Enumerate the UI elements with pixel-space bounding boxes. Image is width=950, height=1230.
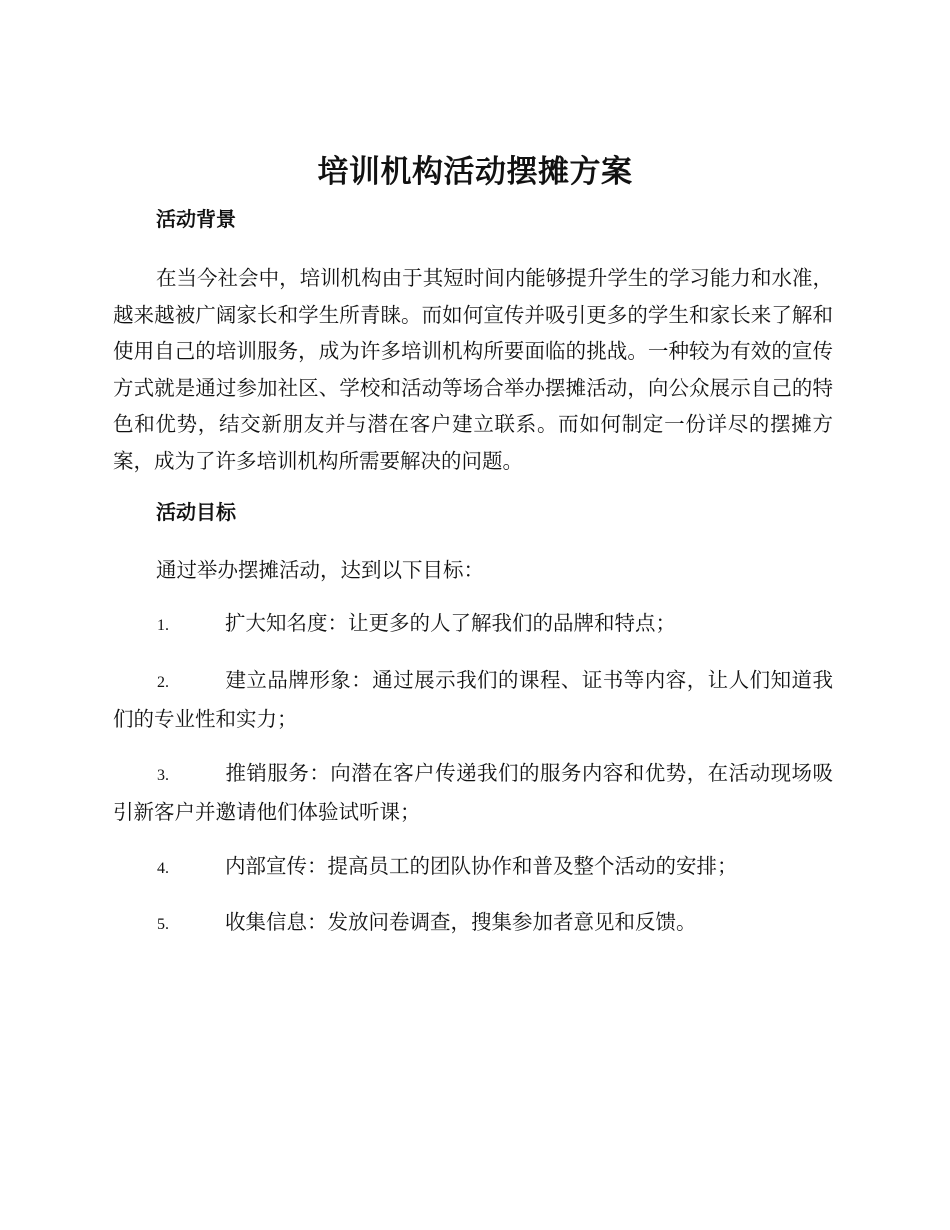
list-item-number: 5. (157, 916, 169, 933)
list-item-text: 建立品牌形象：通过展示我们的课程、证书等内容，让人们知道我们的专业性和实力； (113, 667, 833, 731)
background-paragraph: 在当今社会中，培训机构由于其短时间内能够提升学生的学习能力和水准，越来越被广阔家长和学生所青睐。而如何宣传并吸引更多的学生和家长来了解和使用自己的培训服务，成为许多培训机构所要面临的挑战。一种较为有效的宣传方式就是通过参加社区、学校和活动等场合举办摆摊活动，向公众展示自己的特色和优势，结交新朋友并与潜在客户建立联系。而如何制定一份详尽的摆摊方案，成为了许多培训机构所需要解决的问题。 (113, 266, 833, 473)
list-item (113, 848, 833, 888)
document-body (113, 200, 833, 944)
list-item-text: 收集信息：发放问卷调查，搜集参加者意见和反馈。 (225, 910, 697, 934)
list-item (113, 904, 833, 944)
list-item (113, 662, 833, 738)
list-item-text: 推销服务：向潜在客户传递我们的服务内容和优势，在活动现场吸引新客户并邀请他们体验试听课； (113, 760, 833, 824)
document-title: 培训机构活动摆摊方案 (317, 154, 633, 190)
goals-intro: 通过举办摆摊活动，达到以下目标： (156, 558, 484, 582)
list-item-number: 3. (157, 766, 169, 784)
list-item-text: 扩大知名度：让更多的人了解我们的品牌和特点； (225, 611, 676, 635)
list-item (113, 605, 833, 645)
list-item-number: 4. (157, 859, 169, 877)
list-item-number: 2. (157, 673, 169, 691)
list-item-number: 1. (157, 617, 169, 634)
goals-list (113, 605, 833, 944)
list-item (113, 755, 833, 831)
list-item-text: 内部宣传：提高员工的团队协作和普及整个活动的安排； (225, 853, 738, 878)
section-heading-background: 活动背景 (156, 207, 236, 231)
section-heading-goals: 活动目标 (156, 500, 236, 524)
